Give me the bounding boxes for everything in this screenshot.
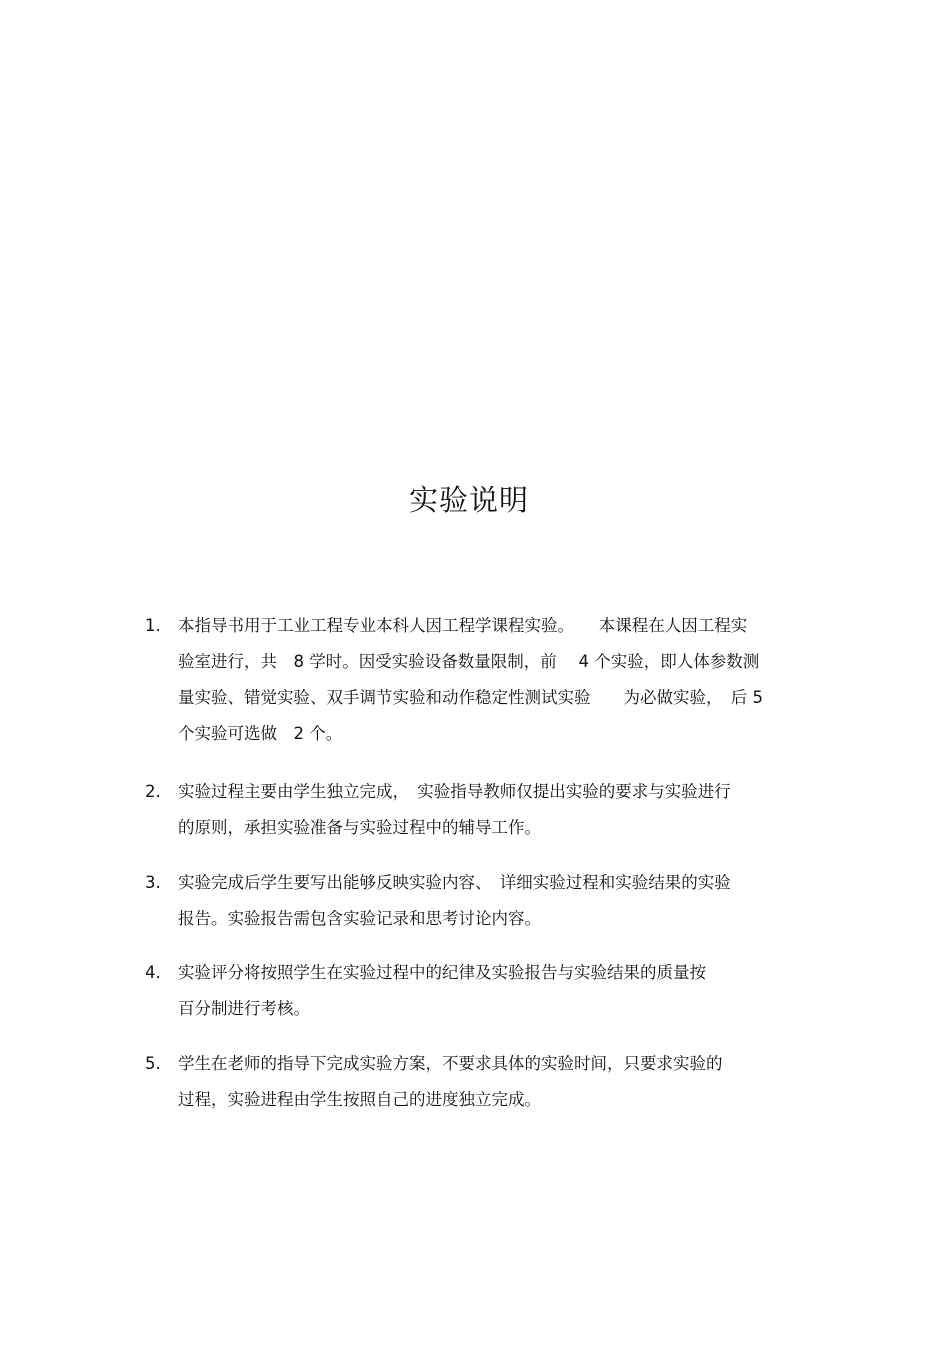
item-line: 实验评分将按照学生在实验过程中的纪律及实验报告与实验结果的质量按 [178, 963, 706, 982]
page-title: 实验说明 [408, 483, 529, 517]
item-line: 实验完成后学生要写出能够反映实验内容、 详细实验过程和实验结果的实验 [178, 873, 731, 892]
item-line: 本指导书用于工业工程专业本科人因工程学课程实验。 本课程在人因工程实 [178, 616, 748, 635]
item-number: 4. [145, 963, 161, 982]
item-line: 学生在老师的指导下完成实验方案，不要求具体的实验时间，只要求实验的 [178, 1054, 723, 1073]
item-number: 2. [145, 782, 161, 801]
item-line: 的原则，承担实验准备与实验过程中的辅导工作。 [178, 818, 541, 837]
item-line: 报告。实验报告需包含实验记录和思考讨论内容。 [178, 909, 541, 928]
list-item-4 [145, 955, 825, 1027]
item-line: 过程，实验进程由学生按照自己的进度独立完成。 [178, 1090, 541, 1109]
item-line: 百分制进行考核。 [178, 999, 310, 1018]
list-item-1 [145, 608, 825, 752]
item-line: 验室进行，共 8 学时。因受实验设备数量限制，前 4 个实验，即人体参数测 [178, 652, 760, 671]
item-line: 量实验、错觉实验、双手调节实验和动作稳定性测试实验 为必做实验， 后 5 [178, 688, 763, 707]
list-item-3 [145, 865, 825, 937]
list-item-5 [145, 1046, 825, 1118]
item-line: 实验过程主要由学生独立完成， 实验指导教师仅提出实验的要求与实验进行 [178, 782, 731, 801]
item-number: 5. [145, 1054, 161, 1073]
list-item-2 [145, 774, 825, 846]
item-number: 3. [145, 873, 161, 892]
item-number: 1. [145, 616, 161, 635]
item-line: 个实验可选做 2 个。 [178, 724, 343, 743]
